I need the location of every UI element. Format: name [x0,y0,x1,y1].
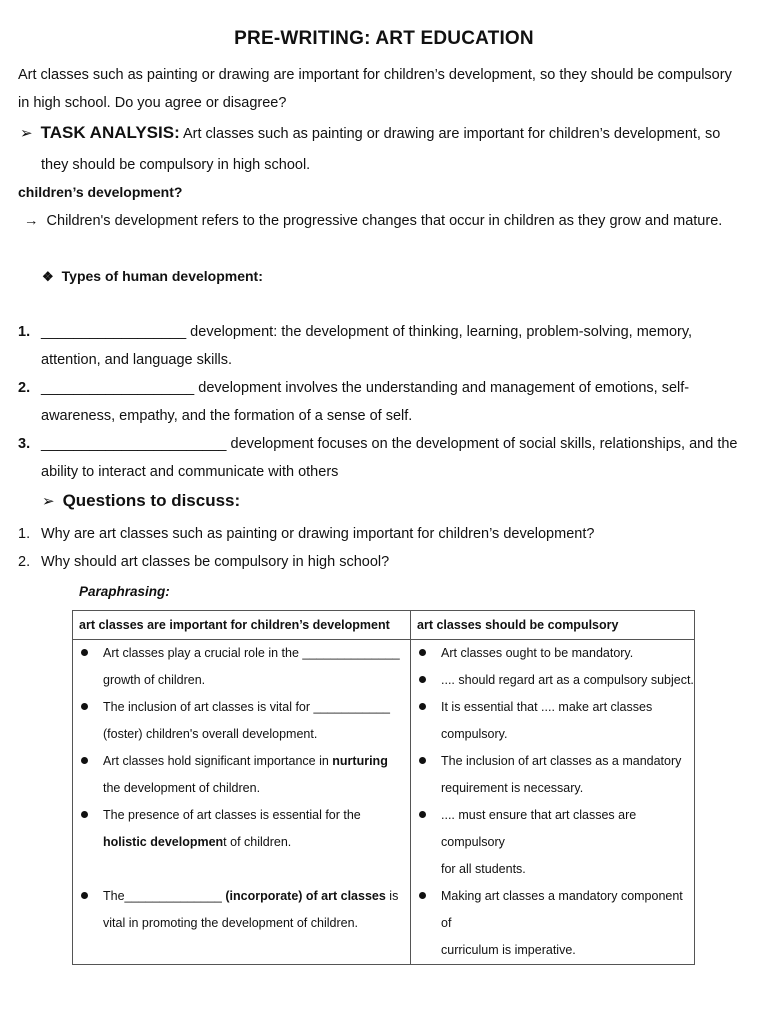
item-text [103,748,410,775]
diamond-bullet-icon: ❖ [42,269,54,284]
prompt-line-2: in high school. Do you agree or disagree? [18,95,287,111]
definition-heading: children’s development? [18,184,183,200]
table-cell-right [411,802,695,883]
list-item [411,640,694,667]
bullet-icon [419,649,426,656]
prompt-line-1: Art classes such as painting or drawing are important for children’s development, so they should be compulsory [18,67,732,83]
paraphrasing-label: Paraphrasing: [79,584,170,599]
item-text: The presence of art classes is essential for the [103,808,361,822]
list-item [411,694,694,748]
type-item-1-line-1: __________________ development: the development of thinking, learning, problem-solving, memory, [41,324,693,340]
bullet-icon [81,892,88,899]
table-cell-right [411,748,695,802]
bullet-icon [81,811,88,818]
item-text-bold: (incorporate) of art classes [225,889,386,903]
bullet-icon [419,757,426,764]
item-text: requirement is necessary. [441,781,584,795]
table-row [73,883,695,965]
item-text: .... should regard art as a compulsory subject. [441,673,694,687]
item-text-bold: nurturing [332,754,388,768]
types-heading: Types of human development: [61,268,263,284]
question-1: Why are art classes such as painting or drawing important for children’s development? [41,526,595,542]
list-item [73,748,410,802]
bullet-icon [81,703,88,710]
table-cell-right [411,640,695,695]
bullet-icon [81,649,88,656]
bullet-icon [419,703,426,710]
table-cell-right [411,883,695,965]
item-text: the development of children. [103,781,261,795]
type-number-1: 1. [18,324,31,340]
list-item [73,802,410,856]
page-title: PRE-WRITING: ART EDUCATION [234,28,534,49]
table-cell-left [73,640,411,695]
definition-text: Children's development refers to the progressive changes that occur in children as they grow and mature. [46,213,723,229]
item-text: for all students. [441,862,526,876]
item-text: (foster) children's overall development. [103,727,318,741]
table-header-right: art classes should be compulsory [411,611,695,640]
type-item-2-line-2: awareness, empathy, and the formation of a sense of self. [41,408,413,424]
bullet-icon [81,757,88,764]
list-item [73,640,410,694]
table-header-left: art classes are important for children’s development [73,611,411,640]
item-text: .... must ensure that art classes are compulsory [441,808,637,849]
list-item [411,748,694,802]
types-heading-line [42,267,263,286]
type-number-3: 3. [18,436,31,452]
item-text: compulsory. [441,727,508,741]
item-text: vital in promoting the development of children. [103,916,359,930]
table-row [73,802,695,883]
table-cell-right [411,694,695,748]
item-text-part: The______________ [103,889,226,903]
arrowhead-bullet-icon: ➢ [20,125,33,142]
table-header-row [73,611,695,640]
item-text: It is essential that .... make art classes [441,700,653,714]
questions-heading-line [42,492,240,511]
task-analysis-label: TASK ANALYSIS: [40,123,180,142]
item-text: curriculum is imperative. [441,943,576,957]
type-number-2: 2. [18,380,31,396]
item-text-part: t of children. [223,835,292,849]
item-text-part: is [385,889,399,903]
item-text-part: Art classes hold significant importance in [103,754,333,768]
table-row [73,694,695,748]
task-analysis-line [20,124,720,143]
item-text: growth of children. [103,673,206,687]
item-text: Making art classes a mandatory component of [441,889,683,930]
list-item [411,883,694,964]
item-text: The inclusion of art classes as a mandatory [441,754,682,768]
question-2: Why should art classes be compulsory in high school? [41,554,390,570]
list-item [411,667,694,694]
bullet-icon [419,676,426,683]
right-arrow-icon: → [24,213,39,229]
item-text-bold: holistic developmen [103,835,224,849]
item-text: Art classes play a crucial role in the ______________ [103,646,400,660]
questions-heading: Questions to discuss: [62,491,241,510]
question-number-2: 2. [18,554,31,570]
table-cell-left [73,883,411,965]
question-number-1: 1. [18,526,31,542]
definition-line [24,212,722,230]
type-item-2-line-1: ___________________ development involves the understanding and management of emotions, self- [41,380,690,396]
item-text [103,883,410,910]
list-item [411,802,694,883]
list-item [73,883,410,937]
table-row [73,748,695,802]
bullet-icon [419,811,426,818]
item-text: The inclusion of art classes is vital for ___________ [103,700,390,714]
task-analysis-text: Art classes such as painting or drawing are important for children’s development, so [182,126,721,142]
type-item-1-line-2: attention, and language skills. [41,352,233,368]
list-item [73,694,410,748]
table-cell-left [73,694,411,748]
task-analysis-line-2: they should be compulsory in high school. [41,157,311,173]
table-cell-left [73,802,411,883]
paraphrasing-table [72,610,695,965]
item-text: Art classes ought to be mandatory. [441,646,634,660]
table-row [73,640,695,695]
item-text [103,829,410,856]
type-item-3-line-1: _______________________ development focuses on the development of social skills, relationships, and the [41,436,738,452]
bullet-icon [419,892,426,899]
type-item-3-line-2: ability to interact and communicate with others [41,464,339,480]
table-cell-left [73,748,411,802]
arrowhead-bullet-icon: ➢ [42,493,55,510]
